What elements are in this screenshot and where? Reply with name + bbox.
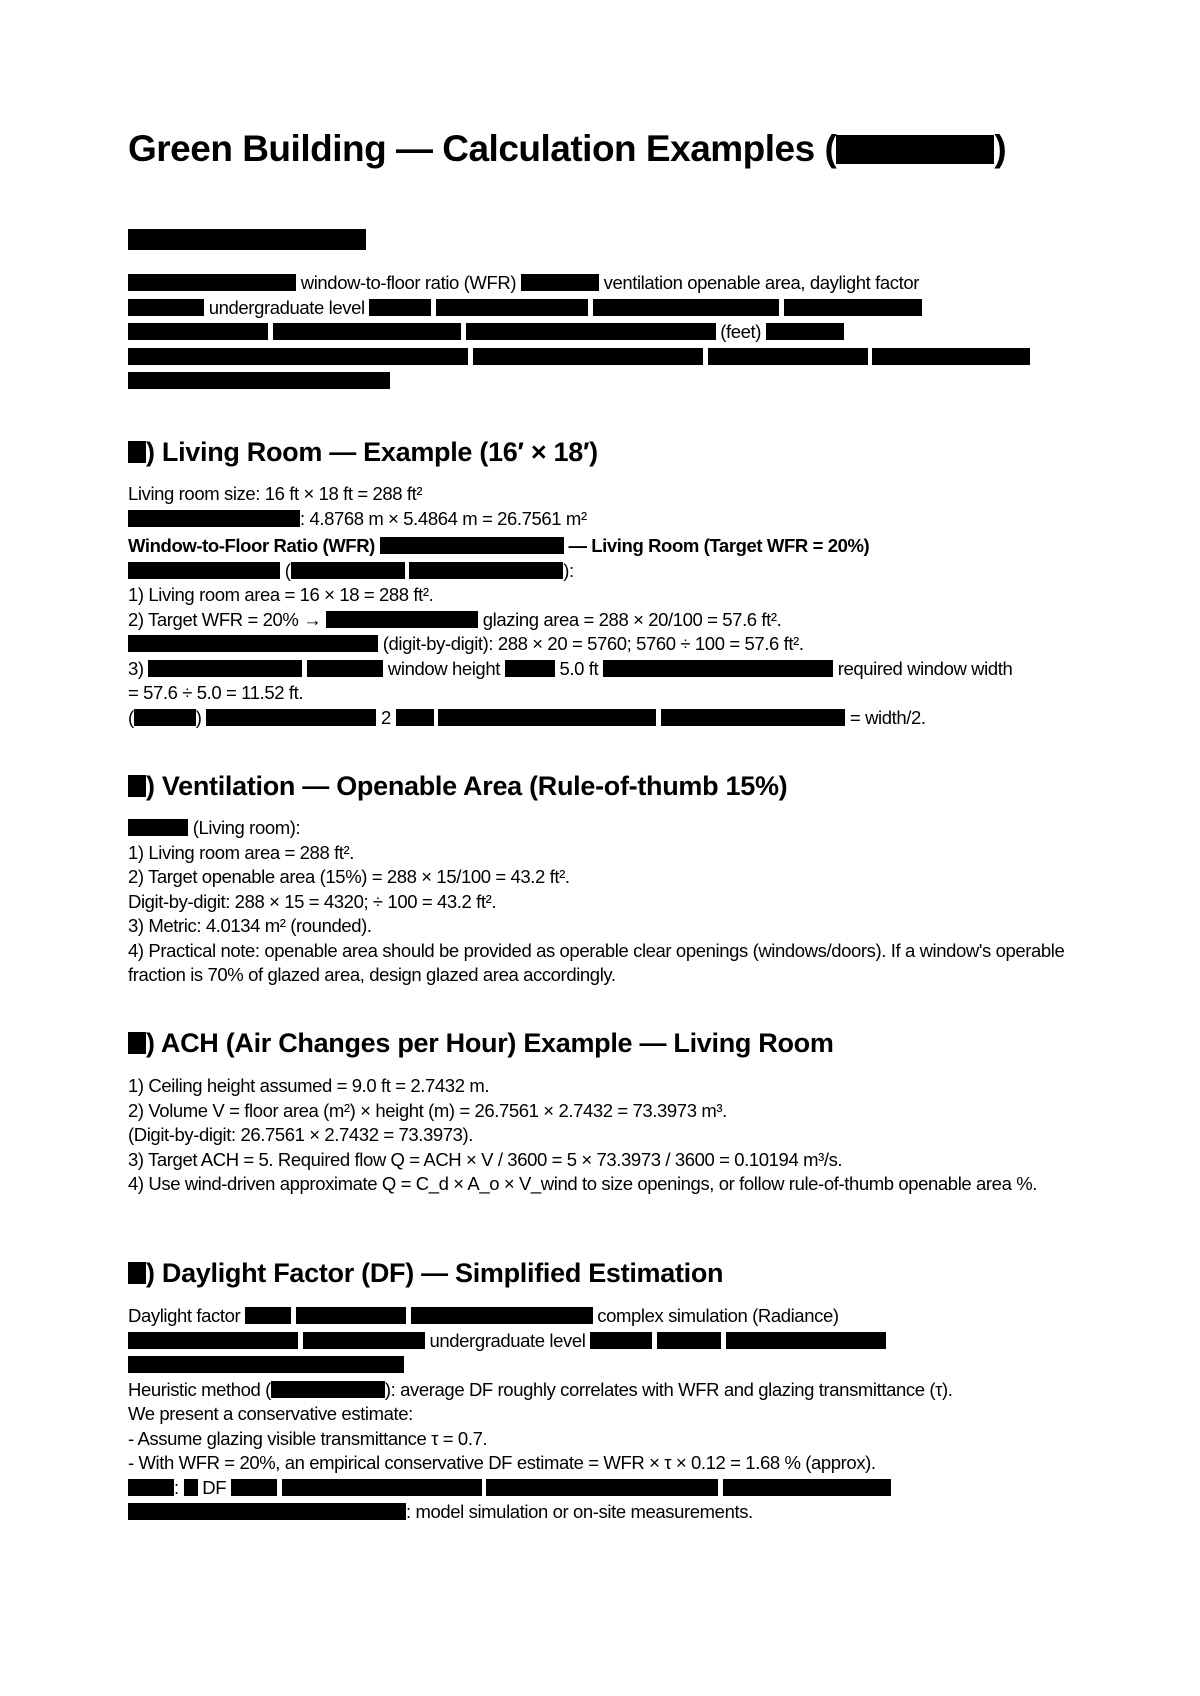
redacted-text (603, 660, 833, 677)
redacted-text (521, 274, 599, 291)
redacted-text (409, 562, 563, 579)
section-ach (128, 1074, 1088, 1197)
wfr-digit-by-digit: (digit-by-digit): 288 × 20 = 5760; 5760 ÷ 100 = 57.6 ft². (382, 633, 804, 654)
df-correlation: ): average DF roughly correlates with WFR and glazing transmittance (τ). (384, 1378, 953, 1400)
redacted-text (784, 299, 922, 316)
redacted-text (369, 299, 431, 316)
width-result: = 57.6 ÷ 5.0 = 11.52 ft. (128, 682, 304, 703)
section-living-room (128, 482, 1088, 730)
df-estimate-intro: We present a conservative estimate: (128, 1403, 413, 1424)
intro-feet: (feet) (720, 321, 762, 342)
redacted-text (128, 1479, 174, 1496)
redacted-text (128, 274, 296, 291)
ach-step-3: 3) Target ACH = 5. Required flow Q = ACH × V / 3600 = 5 × 73.3973 / 3600 = 0.10194 m³/s. (128, 1148, 843, 1170)
redacted-text (148, 660, 302, 677)
redacted-text (245, 1307, 291, 1324)
page-title (128, 128, 1006, 170)
redacted-text (128, 299, 204, 316)
vent-step-2: 2) Target openable area (15%) = 288 × 15/100 = 43.2 ft². (128, 866, 570, 887)
steps-close: ): (563, 559, 574, 581)
redacted-number (128, 441, 146, 463)
section-heading-ventilation (128, 771, 787, 802)
df-heuristic: Heuristic method ( (128, 1378, 271, 1400)
redacted-text (466, 323, 716, 340)
ach-step-2: 2) Volume V = floor area (m²) × height (m) = 26.7561 × 2.7432 = 73.3973 m³. (128, 1099, 727, 1121)
redacted-text (486, 1479, 718, 1496)
redacted-text (128, 1503, 406, 1520)
vent-step-1: 1) Living room area = 288 ft². (128, 841, 355, 863)
ach-digit-by-digit: (Digit-by-digit: 26.7561 × 2.7432 = 73.3973). (128, 1124, 474, 1145)
intro-level: undergraduate level (208, 296, 365, 318)
redacted-text (291, 562, 405, 579)
wfr-step-1: 1) Living room area = 16 × 18 = 288 ft². (128, 584, 434, 605)
redacted-number (128, 1032, 146, 1054)
redacted-text (593, 299, 779, 316)
redacted-text (271, 1381, 385, 1398)
redacted-text (766, 323, 844, 340)
wfr-target: — Living Room (Target WFR = 20%) (568, 535, 870, 556)
vent-intro: (Living room): (192, 817, 301, 838)
redacted-text (723, 1479, 891, 1496)
redacted-text (128, 1356, 404, 1373)
redacted-text (708, 348, 868, 365)
redacted-text (505, 660, 555, 677)
redacted-text (436, 299, 588, 316)
redacted-text (590, 1332, 652, 1349)
heading-text: ) Daylight Factor (DF) — Simplified Estimation (146, 1258, 724, 1288)
intro-heading (128, 229, 366, 250)
intro-paragraph (128, 271, 1088, 394)
redacted-text (282, 1479, 482, 1496)
heading-text: ) ACH (Air Changes per Hour) Example — Living Room (146, 1028, 834, 1058)
room-metric: : 4.8768 m × 5.4864 m = 26.7561 m² (300, 507, 587, 529)
redacted-text (231, 1479, 277, 1496)
df-estimate: - With WFR = 20%, an empirical conservative DF estimate = WFR × τ × 0.12 = 1.68 % (approx). (128, 1452, 876, 1473)
window-width: required window width (837, 657, 1013, 679)
redacted-text (726, 1332, 886, 1349)
df-transmittance: - Assume glazing visible transmittance τ = 0.7. (128, 1427, 488, 1449)
steps-open: ( (284, 559, 291, 581)
vent-digit-by-digit: Digit-by-digit: 288 × 15 = 4320; ÷ 100 = 43.2 ft². (128, 890, 497, 912)
vent-step-3: 3) Metric: 4.0134 m² (rounded). (128, 915, 372, 936)
section-heading-ach (128, 1028, 834, 1059)
redacted-text (326, 611, 478, 628)
df-level: undergraduate level (429, 1329, 586, 1351)
redacted-text (128, 819, 188, 836)
intro-wfr: window-to-floor ratio (WFR) (300, 272, 517, 293)
wfr-step-3: 3) (128, 657, 144, 679)
df-simulation: complex simulation (Radiance) (597, 1305, 839, 1326)
redacted-text (128, 562, 280, 579)
height-value: 5.0 ft (559, 657, 599, 679)
vent-step-4: 4) Practical note: openable area should be provided as operable clear openings (windows/doors). If a window's operable fraction is 70% of glazed area, design glazed area accordingly. (128, 939, 1065, 985)
note-close: ) (195, 706, 202, 728)
note-two: 2 (381, 706, 391, 728)
redacted-text (128, 1332, 298, 1349)
room-size: Living room size: 16 ft × 18 ft = 288 ft² (128, 483, 423, 504)
intro-terms: ventilation openable area, daylight factor (603, 272, 920, 293)
df-label: Daylight factor (128, 1305, 241, 1326)
redacted-text (438, 709, 656, 726)
df-abbrev: DF (202, 1476, 227, 1498)
section-heading-living-room (128, 437, 598, 468)
redacted-text (657, 1332, 721, 1349)
section-heading-daylight (128, 1258, 723, 1289)
note-width: = width/2. (849, 706, 926, 728)
redacted-text (872, 348, 1030, 365)
heading-text: ) Ventilation — Openable Area (Rule-of-thumb 15%) (146, 771, 788, 801)
redacted-text (661, 709, 845, 726)
redacted-text (184, 1479, 198, 1496)
redacted-text (134, 709, 196, 726)
wfr-step-2: 2) Target WFR = 20% → (128, 608, 322, 630)
redacted-text (128, 348, 468, 365)
redacted-text (128, 372, 390, 389)
heading-text: ) Living Room — Example (16′ × 18′) (146, 437, 598, 467)
redacted-heading (128, 229, 366, 250)
redacted-text (206, 709, 376, 726)
section-daylight (128, 1304, 1088, 1525)
redacted-text (128, 323, 268, 340)
redacted-text (128, 510, 300, 527)
wfr-glazing: glazing area = 288 × 20/100 = 57.6 ft². (482, 608, 782, 630)
redacted-text (380, 537, 564, 554)
redacted-text (296, 1307, 406, 1324)
df-methods: : model simulation or on-site measurements. (406, 1501, 753, 1522)
section-ventilation (128, 816, 1088, 988)
redacted-text (307, 660, 383, 677)
title-close: ) (994, 128, 1007, 169)
window-height: window height (387, 657, 500, 679)
redacted-text (303, 1332, 425, 1349)
redacted-text (473, 348, 703, 365)
df-colon: : (174, 1476, 179, 1498)
redacted-text (273, 323, 461, 340)
ach-step-4: 4) Use wind-driven approximate Q = C_d × A_o × V_wind to size openings, or follow rule-of-thumb openable area %. (128, 1173, 1037, 1194)
title-text: Green Building — Calculation Examples ( (128, 128, 837, 169)
redacted-number (128, 775, 146, 797)
wfr-heading: Window-to-Floor Ratio (WFR) (128, 535, 375, 556)
redacted-text (128, 635, 378, 652)
redacted-text (411, 1307, 593, 1324)
note-open: ( (128, 706, 134, 728)
redacted-number (128, 1262, 146, 1284)
redacted-text (396, 709, 434, 726)
ach-step-1: 1) Ceiling height assumed = 9.0 ft = 2.7432 m. (128, 1075, 490, 1096)
redacted-text (836, 135, 994, 164)
